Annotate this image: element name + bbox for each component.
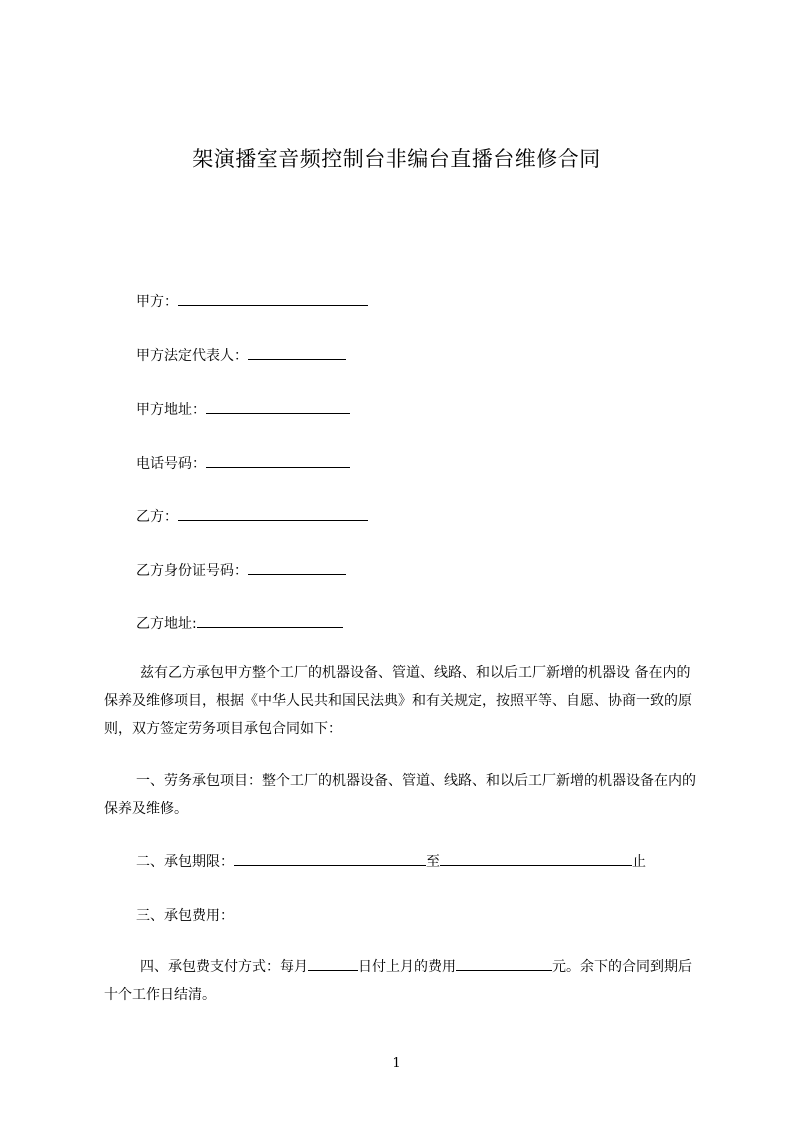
party-b-address-label: 乙方地址: xyxy=(136,616,197,632)
clause-4 xyxy=(104,953,700,1009)
clause-4-tail: 元。余下的合同到期后十个工作日结清。 xyxy=(104,959,692,1003)
document-title: 架演播室音频控制台非编台直播台维修合同 xyxy=(192,147,601,171)
party-b-id-blank xyxy=(248,560,346,575)
party-a-rep-field xyxy=(136,345,346,365)
party-b-field xyxy=(136,506,368,526)
clause-2-label: 二、承包期限： xyxy=(136,854,234,870)
clause-2-end: 止 xyxy=(632,854,646,870)
party-a-rep-blank xyxy=(248,345,346,360)
party-a-address-blank xyxy=(206,399,350,414)
phone-label: 电话号码： xyxy=(136,456,206,472)
party-a-label: 甲方： xyxy=(136,294,178,310)
term-start-blank xyxy=(234,851,426,866)
phone-field xyxy=(136,453,350,473)
pay-day-blank xyxy=(308,956,358,971)
term-end-blank xyxy=(440,851,632,866)
clause-1: 一、劳务承包项目：整个工厂的机器设备、管道、线路、和以后工厂新增的机器设备在内的保养及维修。 xyxy=(104,773,696,817)
clause-4-mid: 日付上月的费用 xyxy=(358,959,456,975)
party-b-blank xyxy=(178,506,368,521)
party-b-label: 乙方： xyxy=(136,509,178,525)
party-a-address-label: 甲方地址： xyxy=(136,402,206,418)
clause-2-to: 至 xyxy=(426,854,440,870)
party-a-field xyxy=(136,291,368,311)
clause-2 xyxy=(136,851,646,871)
party-b-id-label: 乙方身份证号码： xyxy=(136,563,248,579)
phone-blank xyxy=(206,453,350,468)
party-a-address-field xyxy=(136,399,350,419)
clause-3: 三、承包费用： xyxy=(136,908,234,924)
fee-blank xyxy=(456,956,552,971)
party-a-blank xyxy=(178,291,368,306)
intro-paragraph: 兹有乙方承包甲方整个工厂的机器设备、管道、线路、和以后工厂新增的机器设 备在内的保养及维修项目，根据《中华人民共和国民法典》和有关规定，按照平等、自愿、协商一致的原则，双方签定劳务项目承包合同如下： xyxy=(104,665,692,737)
party-b-id-field xyxy=(136,560,346,580)
clause-4-label: 四、承包费支付方式：每月 xyxy=(140,959,308,975)
party-a-rep-label: 甲方法定代表人： xyxy=(136,348,248,364)
party-b-address-field xyxy=(136,613,343,633)
party-b-address-blank xyxy=(197,613,343,628)
page-number: 1 xyxy=(392,1056,401,1071)
